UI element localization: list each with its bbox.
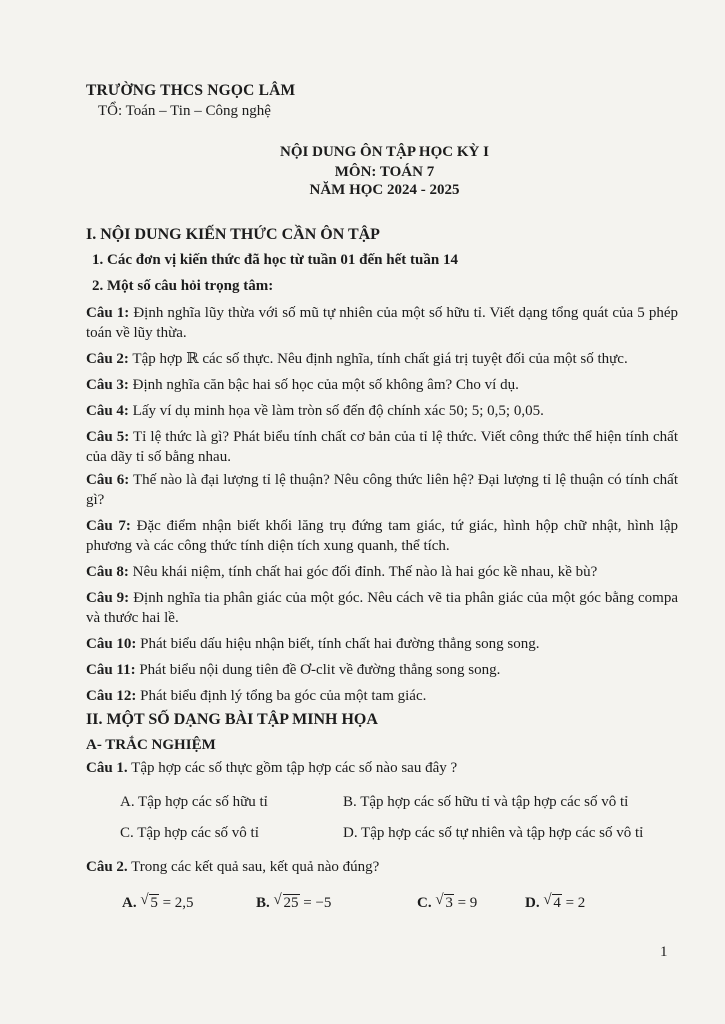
mcq2-option-d — [525, 892, 586, 912]
question-text: Phát biểu dấu hiệu nhận biết, tính chất hai đường thẳng song song. — [136, 636, 540, 652]
section-item-1: 1. Các đơn vị kiến thức đã học từ tuần 01 đến hết tuần 14 — [92, 252, 458, 268]
question-label: Câu 4: — [86, 403, 129, 419]
question-text: Định nghĩa tia phân giác của một góc. Nêu cách vẽ tia phân giác của một góc bằng compa và thước hai lề. — [86, 590, 678, 626]
question-text: Tỉ lệ thức là gì? Phát biểu tính chất cơ bản của tỉ lệ thức. Viết công thức thể hiện tính chất của dãy tỉ số bằng nhau. — [86, 429, 678, 465]
square-root: √ 5 — [140, 892, 158, 911]
mcq1-option-a: A. Tập hợp các số hữu tỉ — [120, 794, 268, 810]
square-root: √ 3 — [435, 892, 453, 911]
question-label: Câu 11: — [86, 662, 136, 678]
question-label: Câu 3: — [86, 377, 129, 393]
question-text: Định nghĩa căn bậc hai số học của một số không âm? Cho ví dụ. — [128, 377, 519, 393]
question-text: Thế nào là đại lượng tỉ lệ thuận? Nêu công thức liên hệ? Đại lượng tỉ lệ thuận có tính chất gì? — [86, 472, 678, 508]
page-number: 1 — [660, 944, 668, 960]
mcq-question-2 — [86, 858, 678, 878]
option-rhs: = 9 — [453, 895, 478, 911]
question-4 — [86, 402, 678, 422]
question-text: Tập hợp ℝ các số thực. Nêu định nghĩa, tính chất giá trị tuyệt đối của một số thực. — [128, 351, 628, 367]
question-text: Trong các kết quả sau, kết quả nào đúng? — [127, 859, 380, 875]
question-9 — [86, 589, 678, 628]
question-5 — [86, 428, 678, 467]
mcq1-option-b: B. Tập hợp các số hữu tỉ và tập hợp các số vô tỉ — [343, 794, 629, 810]
multiple-choice-heading: A- TRẮC NGHIỆM — [86, 737, 216, 753]
mcq2-option-b — [256, 892, 332, 912]
radicand: 3 — [445, 895, 453, 911]
question-text: Tập hợp các số thực gồm tập hợp các số nào sau đây ? — [127, 760, 458, 776]
option-rhs: = 2 — [561, 895, 586, 911]
option-letter: C. — [417, 895, 432, 911]
question-label: Câu 12: — [86, 688, 137, 704]
question-label: Câu 6: — [86, 472, 130, 488]
question-3 — [86, 376, 678, 396]
question-text: Định nghĩa lũy thừa với số mũ tự nhiên của một số hữu tỉ. Viết dạng tổng quát của 5 phép toán về lũy thừa. — [86, 305, 679, 341]
question-label: Câu 1. — [86, 760, 128, 776]
school-name: TRƯỜNG THCS NGỌC LÂM — [86, 82, 296, 99]
question-label: Câu 10: — [86, 636, 137, 652]
question-label: Câu 9: — [86, 590, 130, 606]
square-root: √ 25 — [273, 892, 299, 911]
question-label: Câu 1: — [86, 305, 130, 321]
option-rhs: = −5 — [299, 895, 332, 911]
school-year: NĂM HỌC 2024 - 2025 — [309, 182, 460, 198]
mcq-question-1 — [86, 759, 678, 779]
option-letter: B. — [256, 895, 270, 911]
mcq2-option-a — [122, 892, 194, 912]
question-label: Câu 5: — [86, 429, 130, 445]
radicand: 4 — [553, 895, 561, 911]
question-text: Phát biểu định lý tổng ba góc của một tam giác. — [136, 688, 427, 704]
question-text: Phát biểu nội dung tiên đề Ơ-clit về đường thẳng song song. — [135, 662, 501, 678]
question-label: Câu 2. — [86, 859, 128, 875]
section-heading-2: II. MỘT SỐ DẠNG BÀI TẬP MINH HỌA — [86, 711, 378, 728]
document-title: NỘI DUNG ÔN TẬP HỌC KỲ I — [280, 144, 489, 160]
question-7 — [86, 517, 678, 556]
question-text: Lấy ví dụ minh họa về làm tròn số đến độ chính xác 50; 5; 0,5; 0,05. — [128, 403, 544, 419]
mcq2-option-c — [417, 892, 478, 912]
option-letter: A. — [122, 895, 137, 911]
question-2 — [86, 350, 678, 370]
radicand: 25 — [283, 895, 299, 911]
mcq1-option-d: D. Tập hợp các số tự nhiên và tập hợp các số vô tỉ — [343, 825, 644, 841]
option-letter: D. — [525, 895, 540, 911]
department-name: TỔ: Toán – Tin – Công nghệ — [98, 103, 271, 119]
section-heading-1: I. NỘI DUNG KIẾN THỨC CẦN ÔN TẬP — [86, 226, 380, 243]
subject-title: MÔN: TOÁN 7 — [334, 164, 435, 180]
question-12 — [86, 687, 678, 707]
question-6 — [86, 471, 678, 510]
question-1 — [86, 304, 678, 343]
option-rhs: = 2,5 — [158, 895, 194, 911]
question-text: Nêu khái niệm, tính chất hai góc đối đỉnh. Thế nào là hai góc kề nhau, kề bù? — [128, 564, 598, 580]
section-item-2: 2. Một số câu hỏi trọng tâm: — [92, 278, 274, 294]
question-10 — [86, 635, 678, 655]
question-text: Đặc điểm nhận biết khối lăng trụ đứng tam giác, tứ giác, hình hộp chữ nhật, hình lập phương và các công thức tính diện tích xung quanh, thể tích. — [86, 518, 678, 554]
question-label: Câu 2: — [86, 351, 129, 367]
question-label: Câu 7: — [86, 518, 131, 534]
radicand: 5 — [150, 895, 158, 911]
question-label: Câu 8: — [86, 564, 129, 580]
mcq1-option-c: C. Tập hợp các số vô tỉ — [120, 825, 259, 841]
question-8 — [86, 563, 678, 583]
question-11 — [86, 661, 678, 681]
square-root: √ 4 — [543, 892, 561, 911]
